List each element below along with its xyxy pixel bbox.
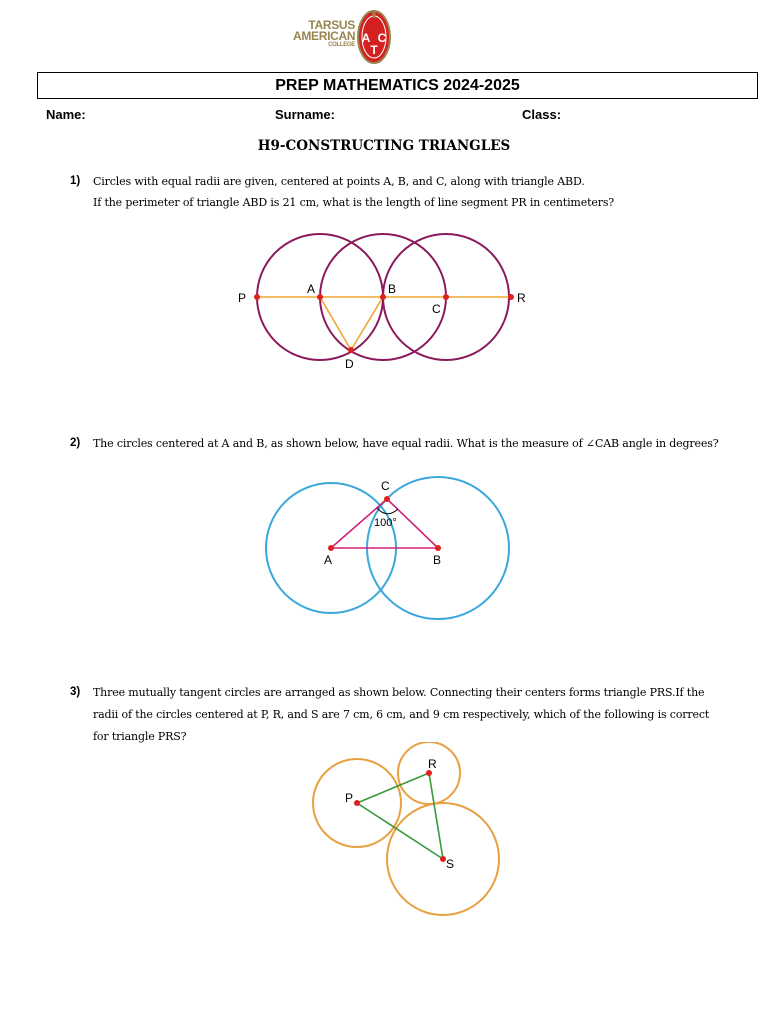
label-d: D <box>345 357 354 371</box>
angle-label: 100° <box>374 517 397 529</box>
segment-rs <box>429 773 443 859</box>
logo-letter-t: T <box>370 43 378 57</box>
label-c: C <box>381 479 390 493</box>
question-3-number: 3) <box>70 686 81 698</box>
point-c <box>443 294 449 300</box>
question-1-line-1: Circles with equal radii are given, centered at points A, B, and C, along with triangle ABD. <box>93 175 585 188</box>
label-r: R <box>517 291 526 305</box>
question-1-number: 1) <box>70 175 81 187</box>
question-2-number: 2) <box>70 437 81 449</box>
label-s: S <box>446 857 455 871</box>
point-b <box>435 545 441 551</box>
point-a <box>328 545 334 551</box>
class-label: Class: <box>522 107 562 122</box>
segment-ad <box>320 297 351 350</box>
label-c: C <box>432 302 441 316</box>
figure-1 <box>230 230 540 375</box>
label-b: B <box>388 282 397 296</box>
label-a: A <box>307 282 316 296</box>
label-p: P <box>345 791 354 805</box>
logo-letter-c: C <box>377 31 387 45</box>
angle-arc <box>377 508 398 514</box>
label-a: A <box>324 553 333 567</box>
name-label: Name: <box>46 107 86 122</box>
point-c <box>384 496 390 502</box>
point-a <box>317 294 323 300</box>
question-3-line-3: for triangle PRS? <box>93 730 187 743</box>
school-logo <box>293 6 403 66</box>
figure-2 <box>255 475 520 625</box>
figure-3-circles <box>313 742 499 915</box>
logo-letter-a: A <box>361 31 371 45</box>
label-b: B <box>433 553 442 567</box>
question-3-line-2: radii of the circles centered at P, R, and S are 7 cm, 6 cm, and 9 cm respectively, which of the following is correct <box>93 708 710 721</box>
question-2-line-1: The circles centered at A and B, as shown below, have equal radii. What is the measure of ∠CAB angle in degrees? <box>93 437 719 450</box>
question-1-line-2: If the perimeter of triangle ABD is 21 cm, what is the length of line segment PR in centimeters? <box>93 196 615 209</box>
point-b <box>380 294 386 300</box>
surname-label: Surname: <box>275 107 335 122</box>
logo-emblem-icon <box>356 6 392 66</box>
point-p <box>254 294 260 300</box>
section-heading: H9-CONSTRUCTING TRIANGLES <box>257 138 511 154</box>
label-r: R <box>428 757 437 771</box>
label-p: P <box>238 291 247 305</box>
point-r <box>508 294 514 300</box>
question-3-line-1: Three mutually tangent circles are arranged as shown below. Connecting their centers forms triangle PRS.If the <box>93 686 705 699</box>
page-title: PREP MATHEMATICS 2024-2025 <box>37 72 758 99</box>
point-d <box>348 347 354 353</box>
point-p <box>354 800 360 806</box>
figure-3 <box>300 742 515 922</box>
logo-wordmark: TARSUS AMERICAN COLLEGE <box>293 18 356 48</box>
